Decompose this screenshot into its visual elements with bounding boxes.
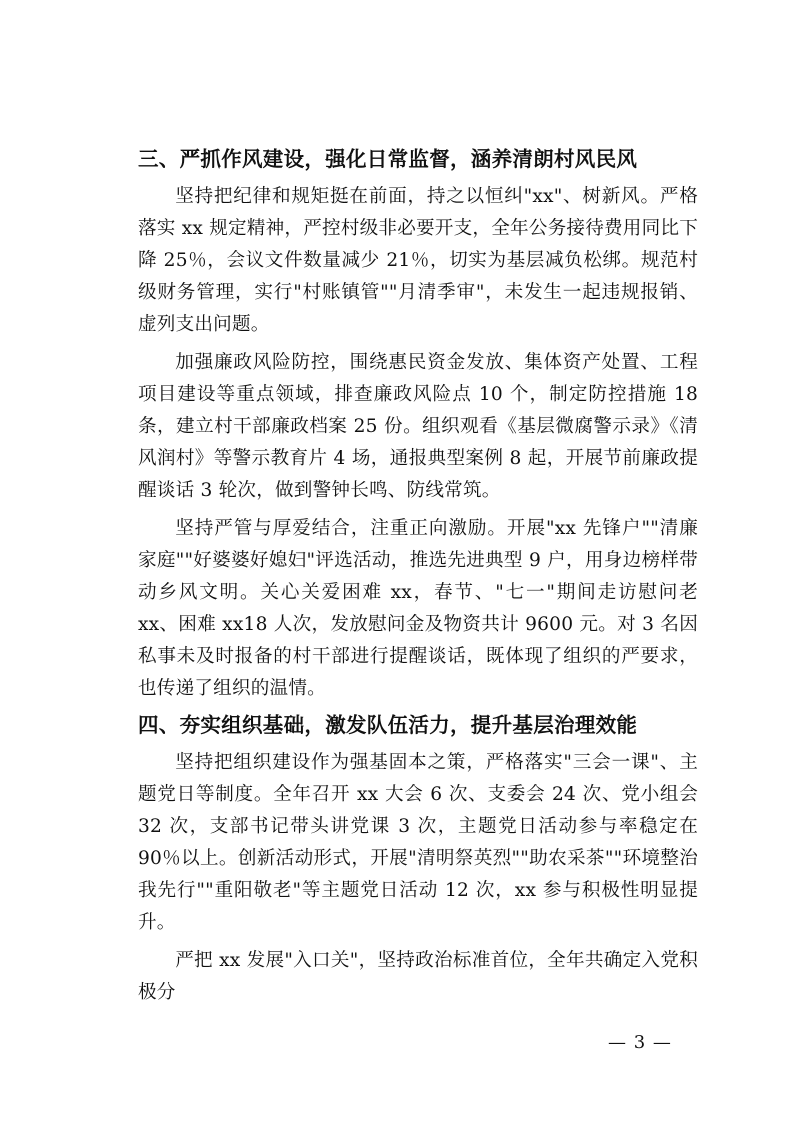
body-paragraph: 加强廉政风险防控，围绕惠民资金发放、集体资产处置、工程项目建设等重点领域，排查廉政风险点 10 个，制定防控措施 18 条，建立村干部廉政档案 25 份。组织观看《基层微腐警示录》《清风润村》等警示教育片 4 场，通报典型案例 8 起，开展节前廉政提醒谈话 3 轮次，做到警钟长鸣、防线常筑。 [138,352,698,501]
page-number: — 3 — [608,1032,672,1053]
body-paragraph: 严把 xx 发展"入口关"，坚持政治标准首位，全年共确定入党积极分 [138,950,698,1003]
section-heading-3: 三、严抓作风建设，强化日常监督，涵养清朗村风民风 [138,147,638,171]
body-paragraph: 坚持严管与厚爱结合，注重正向激励。开展"xx 先锋户""清廉家庭""好婆婆好媳妇"评选活动，推选先进典型 9 户，用身边榜样带动乡风文明。关心关爱困难 xx，春节、"七一"期间走访慰问老 xx、困难 xx18 人次，发放慰问金及物资共计 9600 元。对 3 名因私事未及时报备的村干部进行提醒谈话，既体现了组织的严要求，也传递了组织的温情。 [138,518,698,699]
body-paragraph: 坚持把纪律和规矩挺在前面，持之以恒纠"xx"、树新风。严格落实 xx 规定精神，严控村级非必要开支，全年公务接待费用同比下降 25％，会议文件数量减少 21％，切实为基层减负松绑。规范村级财务管理，实行"村账镇管""月清季审"，未发生一起违规报销、虚列支出问题。 [138,186,698,335]
document-body [138,145,698,1009]
body-paragraph: 坚持把组织建设作为强基固本之策，严格落实"三会一课"、主题党日等制度。全年召开 xx 大会 6 次、支委会 24 次、党小组会 32 次，支部书记带头讲党课 3 次，主题党日活动参与率稳定在 90％以上。创新活动形式，开展"清明祭英烈""助农采茶""环境整治我先行""重阳敬老"等主题党日活动 12 次，xx 参与积极性明显提升。 [138,752,698,933]
section-heading-4: 四、夯实组织基础，激发队伍活力，提升基层治理效能 [138,713,638,737]
